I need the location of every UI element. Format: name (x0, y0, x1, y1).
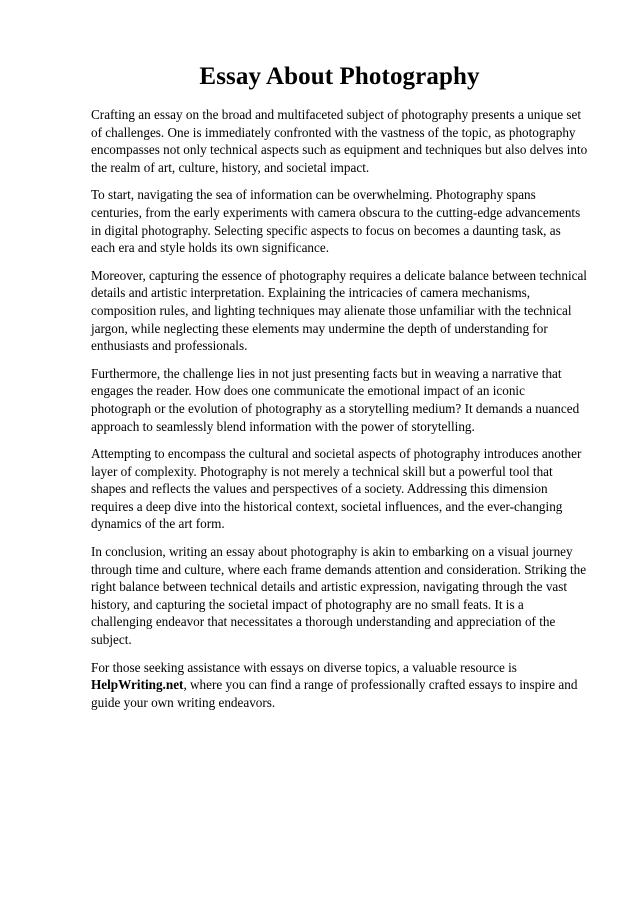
paragraph-cultural: Attempting to encompass the cultural and societal aspects of photography introduces another layer of complexity. Photography is not merely a technical skill but a powerful tool that shapes and reflects the values and perspectives of a society. Addressing this dimension requires a deep dive into the historical context, societal influences, and the ever-changing dynamics of the art form. (91, 446, 582, 532)
paragraph-conclusion: In conclusion, writing an essay about photography is akin to embarking on a visual journey through time and culture, where each frame demands attention and consideration. Striking the right balance between technical details and artistic expression, navigating through the vast history, and capturing the societal impact of photography are no small feats. It is a challenging endeavor that necessitates a thorough understanding and appreciation of the subject. (91, 544, 587, 648)
resource-text-before: For those seeking assistance with essays on diverse topics, a valuable resource is (91, 659, 517, 675)
paragraph-start: To start, navigating the sea of information can be overwhelming. Photography spans centuries, from the early experiments with camera obscura to the cutting-edge advancements in digital photography. Selecting specific aspects to focus on becomes a daunting task, as each era and style holds its own significance. (91, 187, 581, 256)
paragraph-moreover: Moreover, capturing the essence of photography requires a delicate balance between technical details and artistic interpretation. Explaining the intricacies of camera mechanisms, composition rules, and lighting techniques may alienate those unfamiliar with the technical jargon, while neglecting these elements may undermine the depth of understanding for enthusiasts and professionals. (91, 267, 587, 354)
paragraph-intro: Crafting an essay on the broad and multifaceted subject of photography presents a unique set of challenges. One is immediately confronted with the vastness of the topic, as photography encompasses not only technical aspects such as equipment and techniques but also delves into the realm of art, culture, history, and societal impact. (91, 107, 588, 175)
resource-name: HelpWriting.net (91, 677, 184, 693)
paragraph-resource (91, 659, 588, 712)
resource-text-after: , where you can find a range of professionally crafted essays to inspire and guide your own writing endeavors. (91, 677, 578, 710)
document-title: Essay About Photography (199, 63, 480, 90)
paragraph-furthermore: Furthermore, the challenge lies in not just presenting facts but in weaving a narrative that engages the reader. How does one communicate the emotional impact of an iconic photograph or the evolution of photography as a storytelling medium? It demands a nuanced approach to seamlessly blend information with the power of storytelling. (91, 365, 580, 434)
